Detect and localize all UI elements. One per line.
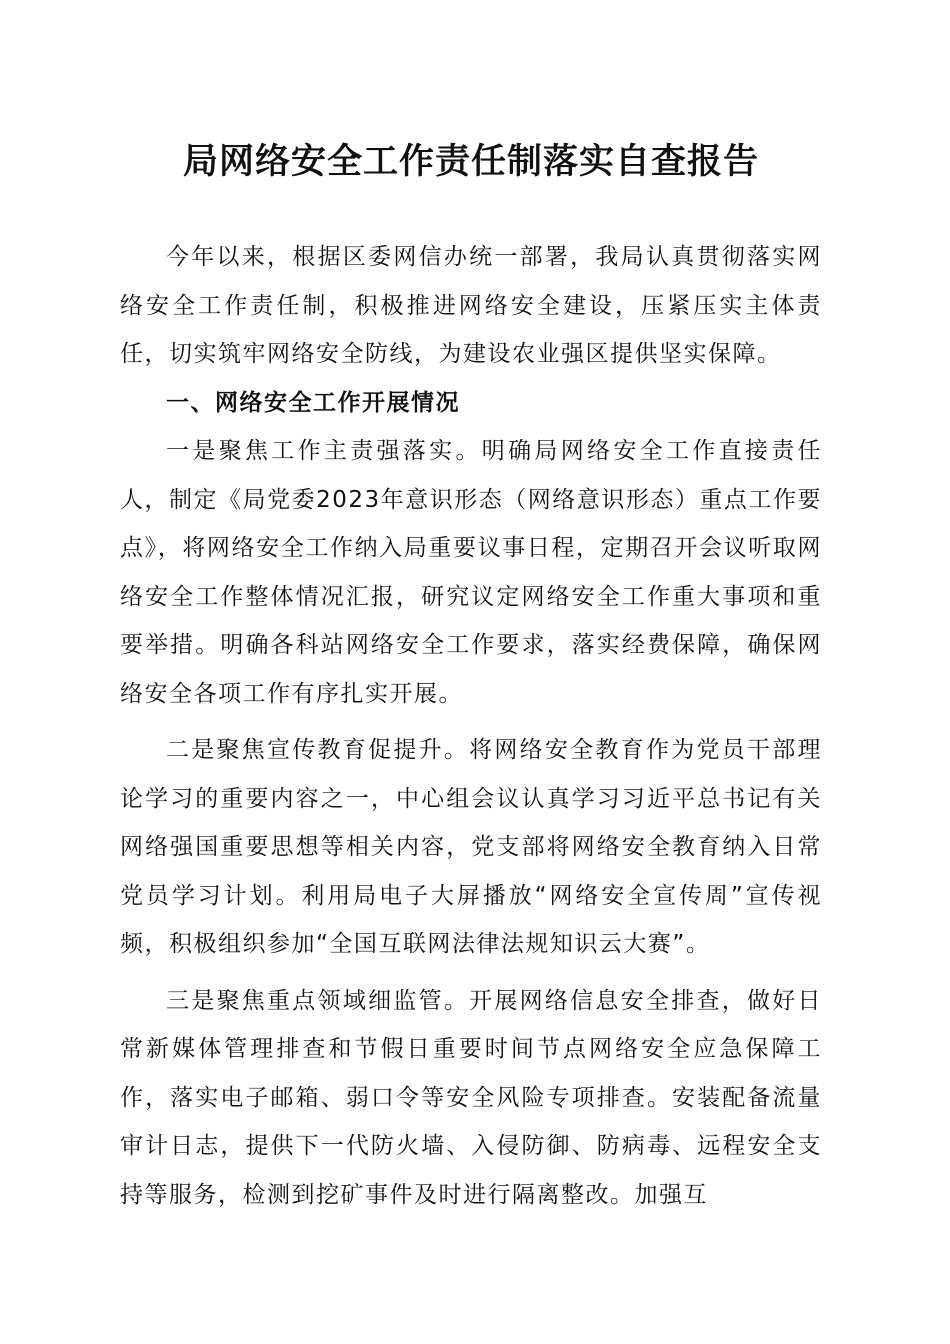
document-body <box>120 233 822 1219</box>
item-paragraph-3 <box>120 977 822 1220</box>
item-paragraph-2 <box>120 726 822 969</box>
item-lead-3: 三是聚焦重点领域细监管。 <box>166 987 470 1014</box>
item-paragraph-1 <box>120 427 822 718</box>
intro-paragraph: 今年以来，根据区委网信办统一部署，我局认真贯彻落实网络安全工作责任制，积极推进网络安全建设，压紧压实主体责任，切实筑牢网络安全防线，为建设农业强区提供坚实保障。 <box>120 244 822 367</box>
item-text-2: 将网络安全教育作为党员干部理论学习的重要内容之一，中心组会议认真学习习近平总书记有关网络强国重要思想等相关内容，党支部将网络安全教育纳入日常党员学习计划。利用局电子大屏播放“网络安全宣传周”宣传视频，积极组织参加“全国互联网法律法规知识云大赛”。 <box>120 737 823 957</box>
item-text-1: 明确局网络安全工作直接责任人，制定《局党委2023年意识形态（网络意识形态）重点工作要点》，将网络安全工作纳入局重要议事日程，定期召开会议听取网络安全工作整体情况汇报，研究议定网络安全工作重大事项和重要举措。明确各科站网络安全工作要求，落实经费保障，确保网络安全各项工作有序扎实开展。 <box>120 438 822 707</box>
section-heading-1: 一、网络安全工作开展情况 <box>166 389 460 416</box>
item-text-3: 开展网络信息安全排查，做好日常新媒体管理排查和节假日重要时间节点网络安全应急保障工作，落实电子邮箱、弱口令等安全风险专项排查。安装配备流量审计日志，提供下一代防火墙、入侵防御、防病毒、远程安全支持等服务，检测到挖矿事件及时进行隔离整改。加强互 <box>120 987 823 1208</box>
item-lead-1: 一是聚焦工作主责强落实。 <box>166 438 482 464</box>
item-lead-2: 二是聚焦宣传教育促提升。 <box>166 737 470 763</box>
document-title: 局网络安全工作责任制落实自查报告 <box>182 141 759 182</box>
